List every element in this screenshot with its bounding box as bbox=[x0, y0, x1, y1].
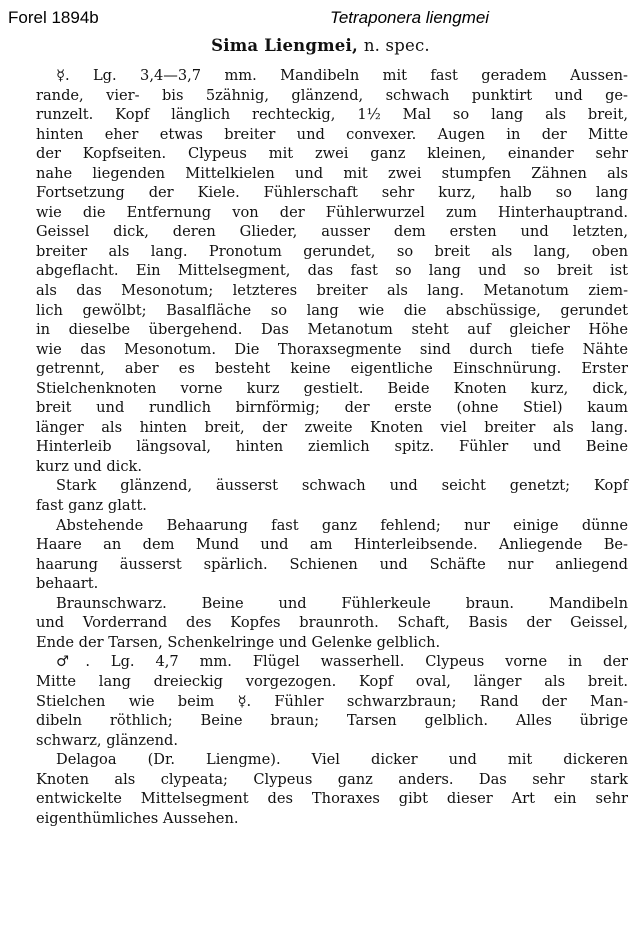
text-line: eigenthümliches Aussehen. bbox=[36, 809, 239, 827]
text-line: haarung äusserst spärlich. Schienen und Schäfte nur anliegend bbox=[36, 555, 628, 573]
text-line: fast ganz glatt. bbox=[36, 497, 147, 515]
text-line: Abstehende Behaarung fast ganz fehlend; nur einige dünne bbox=[56, 516, 628, 534]
species-status: n. spec. bbox=[363, 36, 430, 55]
text-line: als das Mesonotum; letzteres breiter als lang. Metanotum ziem- bbox=[36, 282, 628, 300]
text-line: Delagoa (Dr. Liengme). Viel dicker und mit dickeren bbox=[56, 751, 628, 769]
text-line: Fortsetzung der Kiele. Fühlerschaft sehr kurz, halb so lang bbox=[36, 184, 628, 202]
description-paragraph bbox=[36, 66, 628, 476]
description-paragraph bbox=[36, 476, 628, 515]
text-line: Ende der Tarsen, Schenkelringe und Gelenke gelblich. bbox=[36, 633, 441, 651]
text-line: ☿. Lg. 3,4—3,7 mm. Mandibeln mit fast geradem Aussen- bbox=[56, 67, 628, 84]
description-paragraph bbox=[36, 516, 628, 594]
text-line: abgeflacht. Ein Mittelsegment, das fast so lang und so breit ist bbox=[36, 262, 628, 280]
text-line: lich gewölbt; Basalfläche so lang wie die abschüssige, gerundet bbox=[36, 301, 628, 319]
text-line: entwickelte Mittelsegment des Thoraxes gibt dieser Art ein sehr bbox=[36, 790, 628, 808]
text-line: kurz und dick. bbox=[36, 457, 142, 475]
species-name: Sima Liengmei, bbox=[211, 36, 358, 55]
text-line: breiter als lang. Pronotum gerundet, so breit als lang, oben bbox=[36, 242, 628, 260]
text-line: Hinterleib längsoval, hinten ziemlich spitz. Fühler und Beine bbox=[36, 438, 628, 456]
text-line: in dieselbe übergehend. Das Metanotum steht auf gleicher Höhe bbox=[36, 321, 628, 339]
text-line: ♂. Lg. 4,7 mm. Flügel wasserhell. Clypeus vorne in der bbox=[56, 653, 628, 671]
description-paragraph bbox=[36, 594, 628, 653]
text-line: und Vorderrand des Kopfes braunroth. Schaft, Basis der Geissel, bbox=[36, 614, 628, 632]
text-line: runzelt. Kopf länglich rechteckig, 1½ Mal so lang als breit, bbox=[36, 106, 628, 124]
taxon-label: Tetraponera liengmei bbox=[330, 8, 490, 27]
text-line: hinten eher etwas breiter und convexer. Augen in der Mitte bbox=[36, 125, 628, 143]
text-line: getrennt, aber es besteht keine eigentliche Einschnürung. Erster bbox=[36, 360, 628, 378]
text-line: wie die Entfernung von der Fühlerwurzel zum Hinterhauptrand. bbox=[36, 203, 628, 221]
text-line: Knoten als clypeata; Clypeus ganz anders. Das sehr stark bbox=[36, 770, 628, 788]
text-line: breit und rundlich birnförmig; der erste (ohne Stiel) kaum bbox=[36, 399, 628, 417]
text-line: schwarz, glänzend. bbox=[36, 731, 179, 749]
text-line: Haare an dem Mund und am Hinterleibsende. Anliegende Be- bbox=[36, 536, 628, 554]
text-line: Geissel dick, deren Glieder, ausser dem ersten und letzten, bbox=[36, 223, 628, 241]
text-line: Mitte lang dreieckig vorgezogen. Kopf oval, länger als breit. bbox=[36, 672, 628, 690]
text-line: rande, vier- bis 5zähnig, glänzend, schwach punktirt und ge- bbox=[36, 86, 628, 104]
text-line: Stielchenknoten vorne kurz gestielt. Beide Knoten kurz, dick, bbox=[36, 379, 628, 397]
species-title bbox=[0, 36, 641, 55]
text-line: behaart. bbox=[36, 575, 99, 593]
text-line: Braunschwarz. Beine und Fühlerkeule braun. Mandibeln bbox=[56, 594, 628, 612]
text-line: nahe liegenden Mittelkielen und mit zwei stumpfen Zähnen als bbox=[36, 164, 628, 182]
description-paragraph bbox=[36, 652, 628, 750]
text-line: dibeln röthlich; Beine braun; Tarsen gelblich. Alles übrige bbox=[36, 712, 628, 730]
citation-label: Forel 1894b bbox=[8, 8, 99, 27]
text-line: wie das Mesonotum. Die Thoraxsegmente sind durch tiefe Nähte bbox=[36, 340, 628, 358]
text-line: Stark glänzend, äusserst schwach und seicht genetzt; Kopf bbox=[56, 477, 628, 495]
text-line: länger als hinten breit, der zweite Knoten viel breiter als lang. bbox=[36, 418, 628, 436]
text-line: Stielchen wie beim ☿. Fühler schwarzbraun; Rand der Man- bbox=[36, 692, 628, 710]
text-line: der Kopfseiten. Clypeus mit zwei ganz kleinen, einander sehr bbox=[36, 145, 628, 163]
description-paragraph bbox=[36, 750, 628, 828]
description-body bbox=[36, 66, 628, 828]
